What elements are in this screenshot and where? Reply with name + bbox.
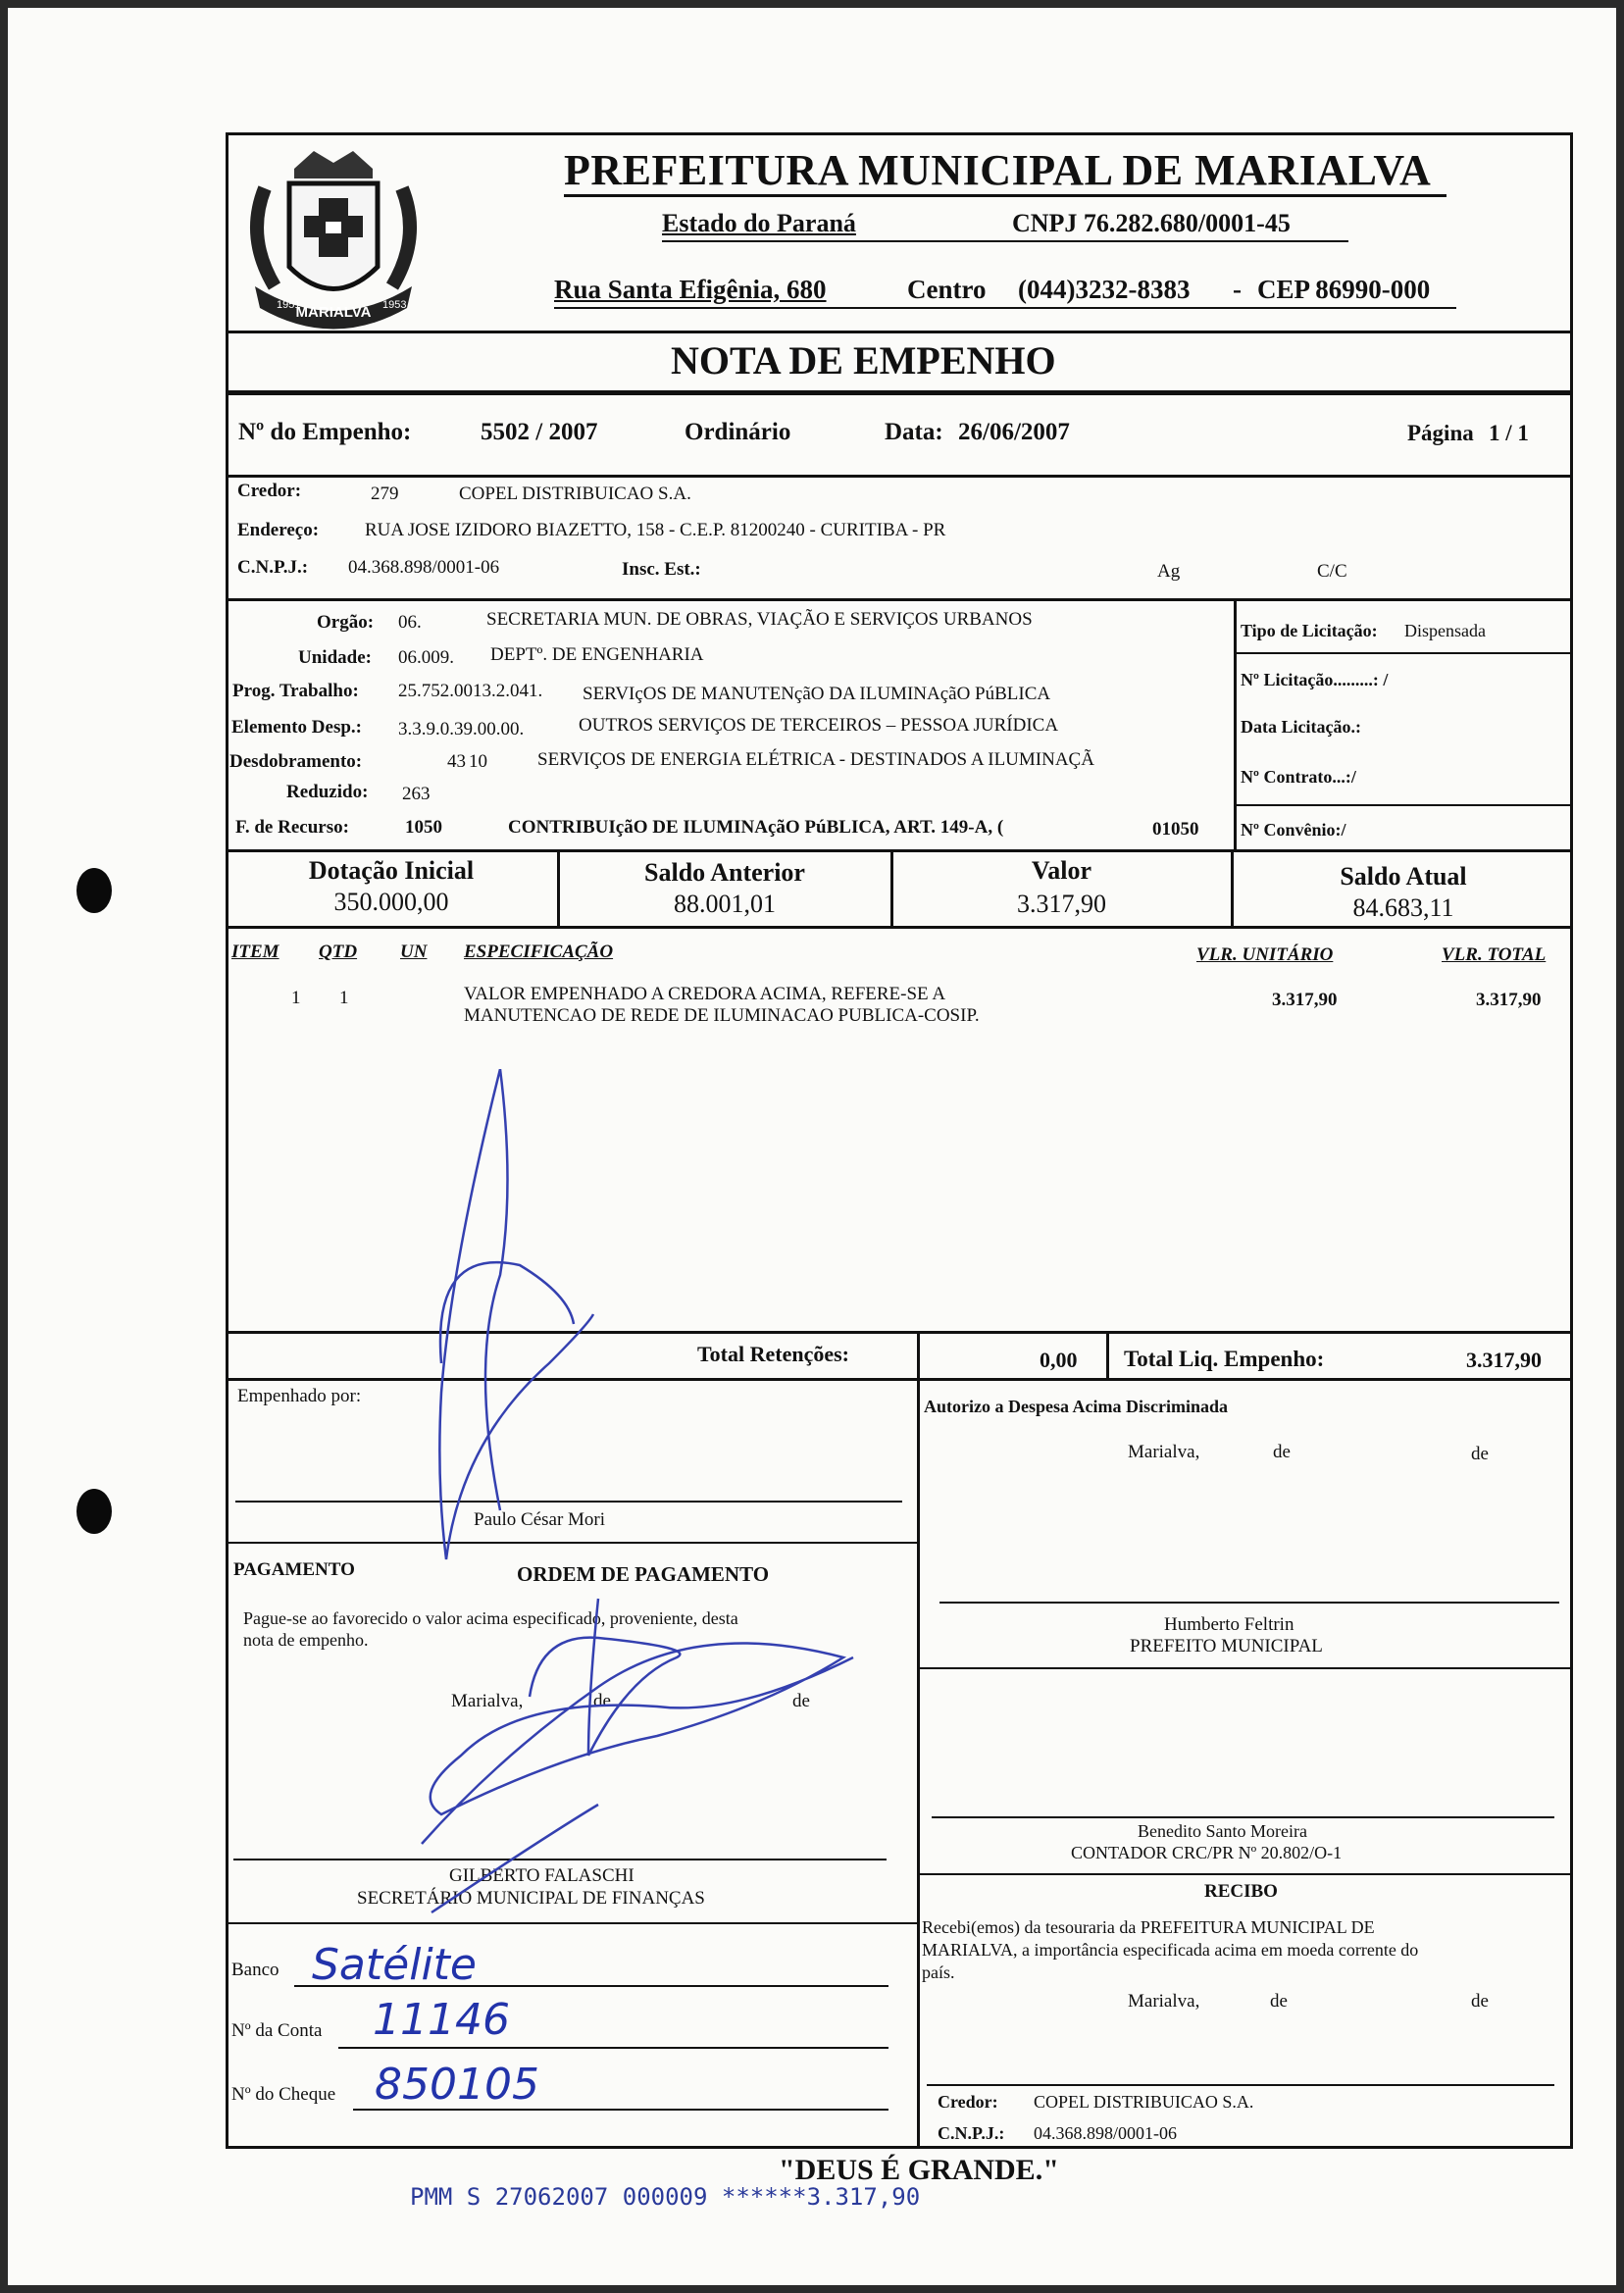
item-number: 1 — [291, 988, 301, 1008]
orgao-label: Orgão: — [317, 612, 375, 633]
banco-handwritten: Satélite — [312, 1940, 477, 1990]
empenho-number: 5502 / 2007 — [481, 419, 598, 445]
header-district: Centro — [907, 275, 987, 304]
credor-name: COPEL DISTRIBUICAO S.A. — [459, 484, 691, 504]
item-qtd: 1 — [339, 988, 349, 1008]
pagamento-de2: de — [792, 1691, 810, 1711]
recurso-name: CONTRIBUIçãO DE ILUMINAçãO PúBLICA, ART. 149-A, ( — [508, 817, 1004, 838]
divider — [226, 598, 1573, 601]
recibo-cnpj-label: C.N.P.J.: — [938, 2123, 1005, 2143]
cnpj-header: CNPJ 76.282.680/0001-45 — [1012, 209, 1291, 237]
date-label: Data: — [885, 419, 943, 445]
credor-code: 279 — [371, 484, 399, 504]
pagamento-label: PAGAMENTO — [233, 1559, 355, 1580]
recurso-label: F. de Recurso: — [235, 817, 349, 838]
vertical-divider — [1234, 598, 1237, 851]
desdobramento-name: SERVIÇOS DE ENERGIA ELÉTRICA - DESTINADOS A ILUMINAÇÃ — [537, 749, 1094, 770]
state-underline — [662, 240, 1348, 242]
recibo-line1: Recebi(emos) da tesouraria da PREFEITURA MUNICIPAL DE — [922, 1917, 1375, 1937]
elemento-code: 3.3.9.0.39.00.00. — [398, 719, 525, 739]
orgao-name: SECRETARIA MUN. DE OBRAS, VIAÇÃO E SERVIÇOS URBANOS — [486, 609, 1033, 630]
conta-label: Nº da Conta — [231, 2020, 323, 2041]
conta-handwritten: 11146 — [373, 1995, 510, 2045]
crest-year-left: 1951 — [277, 299, 301, 311]
divider — [917, 1873, 1573, 1875]
prefeito-title: PREFEITO MUNICIPAL — [1130, 1636, 1323, 1656]
page-number: 1 / 1 — [1489, 421, 1529, 445]
prog-name: SERVIçOS DE MANUTENçãO DA ILUMINAçãO PúBLICA — [583, 684, 1051, 704]
saldo-anterior-value: 88.001,01 — [674, 890, 776, 918]
punch-hole — [76, 1489, 112, 1534]
item-vlr-total: 3.317,90 — [1476, 990, 1542, 1010]
signature-scribble — [402, 1069, 892, 1922]
col-un: UN — [400, 942, 428, 962]
signature-line — [932, 1816, 1554, 1818]
address-label: Endereço: — [237, 520, 320, 540]
signature-line — [939, 1602, 1559, 1604]
prog-label: Prog. Trabalho: — [232, 681, 359, 701]
col-qtd: QTD — [319, 942, 358, 962]
page-label: Página — [1407, 421, 1474, 445]
desdobramento-code2 — [469, 751, 487, 773]
divider — [226, 475, 1573, 478]
autorizo-place: Marialva, — [1128, 1442, 1200, 1462]
reduzido-value: 263 — [402, 784, 431, 804]
num-contrato: Nº Contrato...:/ — [1241, 767, 1356, 787]
secretario-name: GILBERTO FALASCHI — [449, 1865, 634, 1886]
recibo-cnpj: 04.368.898/0001-06 — [1034, 2123, 1177, 2143]
contador-title: CONTADOR CRC/PR Nº 20.802/O-1 — [1071, 1843, 1343, 1862]
tipo-licitacao-label: Tipo de Licitação: — [1241, 621, 1378, 640]
item-spec-line2: MANUTENCAO DE REDE DE ILUMINACAO PUBLICA-COSIP. — [464, 1005, 980, 1026]
num-convenio: Nº Convênio:/ — [1241, 820, 1346, 840]
orgao-code: 06. — [398, 612, 422, 633]
recibo-title: RECIBO — [1204, 1881, 1278, 1902]
recurso-code2: 01050 — [1152, 819, 1199, 840]
item-vlr-unitario: 3.317,90 — [1272, 990, 1338, 1010]
unidade-code: 06.009. — [398, 647, 454, 668]
pague-line1: Pague-se ao favorecido o valor acima especificado, proveniente, desta — [243, 1608, 738, 1628]
col-especificacao: ESPECIFICAÇÃO — [464, 942, 614, 962]
empenhado-name: Paulo César Mori — [474, 1509, 606, 1530]
autorizo-de1: de — [1273, 1442, 1291, 1462]
empenhado-por-label: Empenhado por: — [237, 1386, 362, 1406]
saldo-anterior-label: Saldo Anterior — [644, 858, 805, 887]
prefeito-name: Humberto Feltrin — [1164, 1614, 1294, 1635]
banco-label: Banco — [231, 1960, 279, 1980]
credor-address: RUA JOSE IZIDORO BIAZETTO, 158 - C.E.P. 81200240 - CURITIBA - PR — [365, 520, 946, 540]
cnpj-label: C.N.P.J.: — [237, 557, 309, 578]
item-spec-line1: VALOR EMPENHADO A CREDORA ACIMA, REFERE-SE A — [464, 984, 946, 1004]
vertical-divider — [917, 1331, 920, 1380]
reduzido-label: Reduzido: — [286, 782, 369, 802]
divider — [1234, 652, 1573, 654]
recurso-code: 1050 — [405, 817, 442, 838]
total-liq-label: Total Liq. Empenho: — [1124, 1347, 1325, 1371]
address-underline — [554, 307, 1456, 309]
num-licitacao: Nº Licitação.........: / — [1241, 670, 1389, 689]
recibo-line3: país. — [922, 1962, 955, 1982]
recibo-credor-label: Credor: — [938, 2092, 998, 2112]
credor-cnpj: 04.368.898/0001-06 — [348, 557, 500, 578]
recibo-de2: de — [1471, 1991, 1489, 2012]
state-name: Estado do Paraná — [662, 209, 856, 237]
empenho-type: Ordinário — [685, 419, 791, 445]
autorizo-label: Autorizo a Despesa Acima Discriminada — [924, 1397, 1228, 1416]
vertical-divider — [917, 1378, 920, 2149]
desdobramento-code2-text: 10 — [469, 751, 487, 772]
desdobramento-code1: 43 — [447, 751, 466, 772]
contador-name: Benedito Santo Moreira — [1138, 1821, 1307, 1841]
header-sep: - — [1233, 275, 1242, 304]
data-licitacao: Data Licitação.: — [1241, 717, 1361, 737]
payment-stamp: PMM S 27062007 000009 ******3.317,90 — [410, 2183, 921, 2211]
saldo-atual-label: Saldo Atual — [1340, 862, 1467, 891]
pague-line2: nota de empenho. — [243, 1630, 369, 1650]
divider — [226, 849, 1573, 852]
unidade-label: Unidade: — [298, 647, 372, 668]
recibo-line2: MARIALVA, a importância especificada acima em moeda corrente do — [922, 1940, 1419, 1960]
divider — [226, 331, 1573, 333]
cc-label: C/C — [1317, 561, 1347, 582]
vertical-divider — [1106, 1331, 1109, 1380]
pagamento-de1: de — [593, 1691, 611, 1711]
dotacao-value: 350.000,00 — [333, 888, 449, 916]
ag-label: Ag — [1157, 561, 1181, 582]
elemento-name: OUTROS SERVIÇOS DE TERCEIROS – PESSOA JURÍDICA — [579, 715, 1059, 736]
page-title: PREFEITURA MUNICIPAL DE MARIALVA — [564, 146, 1432, 194]
valor-value: 3.317,90 — [1017, 890, 1106, 918]
divider — [226, 390, 1573, 395]
empenho-date: 26/06/2007 — [958, 419, 1070, 445]
title-underline — [564, 194, 1446, 197]
prog-code: 25.752.0013.2.041. — [398, 681, 543, 701]
crest-year-right: 1953 — [382, 299, 407, 311]
valor-label: Valor — [1031, 856, 1092, 885]
tipo-licitacao: Dispensada — [1404, 621, 1486, 640]
header-cep: CEP 86990-000 — [1257, 275, 1431, 304]
retencoes-value: 0,00 — [1040, 1348, 1078, 1372]
desdobramento-label: Desdobramento: — [229, 751, 363, 772]
retencoes-label: Total Retenções: — [697, 1342, 849, 1366]
unidade-name: DEPTº. DE ENGENHARIA — [490, 644, 704, 665]
pagamento-place: Marialva, — [451, 1691, 524, 1711]
cheque-label: Nº do Cheque — [231, 2084, 336, 2105]
doc-title: NOTA DE EMPENHO — [671, 338, 1056, 382]
autorizo-de2: de — [1471, 1444, 1489, 1464]
col-vlr-unitario: VLR. UNITÁRIO — [1196, 944, 1334, 965]
total-liq-value: 3.317,90 — [1466, 1348, 1542, 1372]
crest-text: MARIALVA — [295, 304, 372, 321]
divider — [226, 926, 1573, 929]
signature-line — [927, 2084, 1554, 2086]
saldo-atual-value: 84.683,11 — [1352, 893, 1454, 922]
header-address: Rua Santa Efigênia, 680 — [554, 275, 827, 304]
punch-hole — [76, 868, 112, 913]
divider — [1234, 804, 1573, 806]
empenho-label: Nº do Empenho: — [238, 419, 412, 445]
motto: "DEUS É GRANDE." — [779, 2154, 1059, 2186]
col-item: ITEM — [231, 942, 279, 962]
header-phone: (044)3232-8383 — [1018, 275, 1191, 304]
municipal-crest — [235, 139, 431, 335]
conta-line — [338, 2047, 888, 2049]
cheque-handwritten: 850105 — [375, 2060, 539, 2110]
recibo-de1: de — [1270, 1991, 1288, 2012]
ordem-label: ORDEM DE PAGAMENTO — [517, 1562, 770, 1586]
recibo-place: Marialva, — [1128, 1991, 1200, 2012]
divider — [917, 1667, 1573, 1669]
recibo-credor-name: COPEL DISTRIBUICAO S.A. — [1034, 2092, 1254, 2112]
divider — [226, 1922, 917, 1924]
col-vlr-total: VLR. TOTAL — [1442, 944, 1547, 965]
elemento-label: Elemento Desp.: — [231, 717, 362, 738]
dotacao-label: Dotação Inicial — [308, 856, 475, 885]
credor-label: Credor: — [237, 481, 302, 501]
secretario-title: SECRETÁRIO MUNICIPAL DE FINANÇAS — [357, 1888, 705, 1909]
insc-label: Insc. Est.: — [622, 559, 701, 580]
